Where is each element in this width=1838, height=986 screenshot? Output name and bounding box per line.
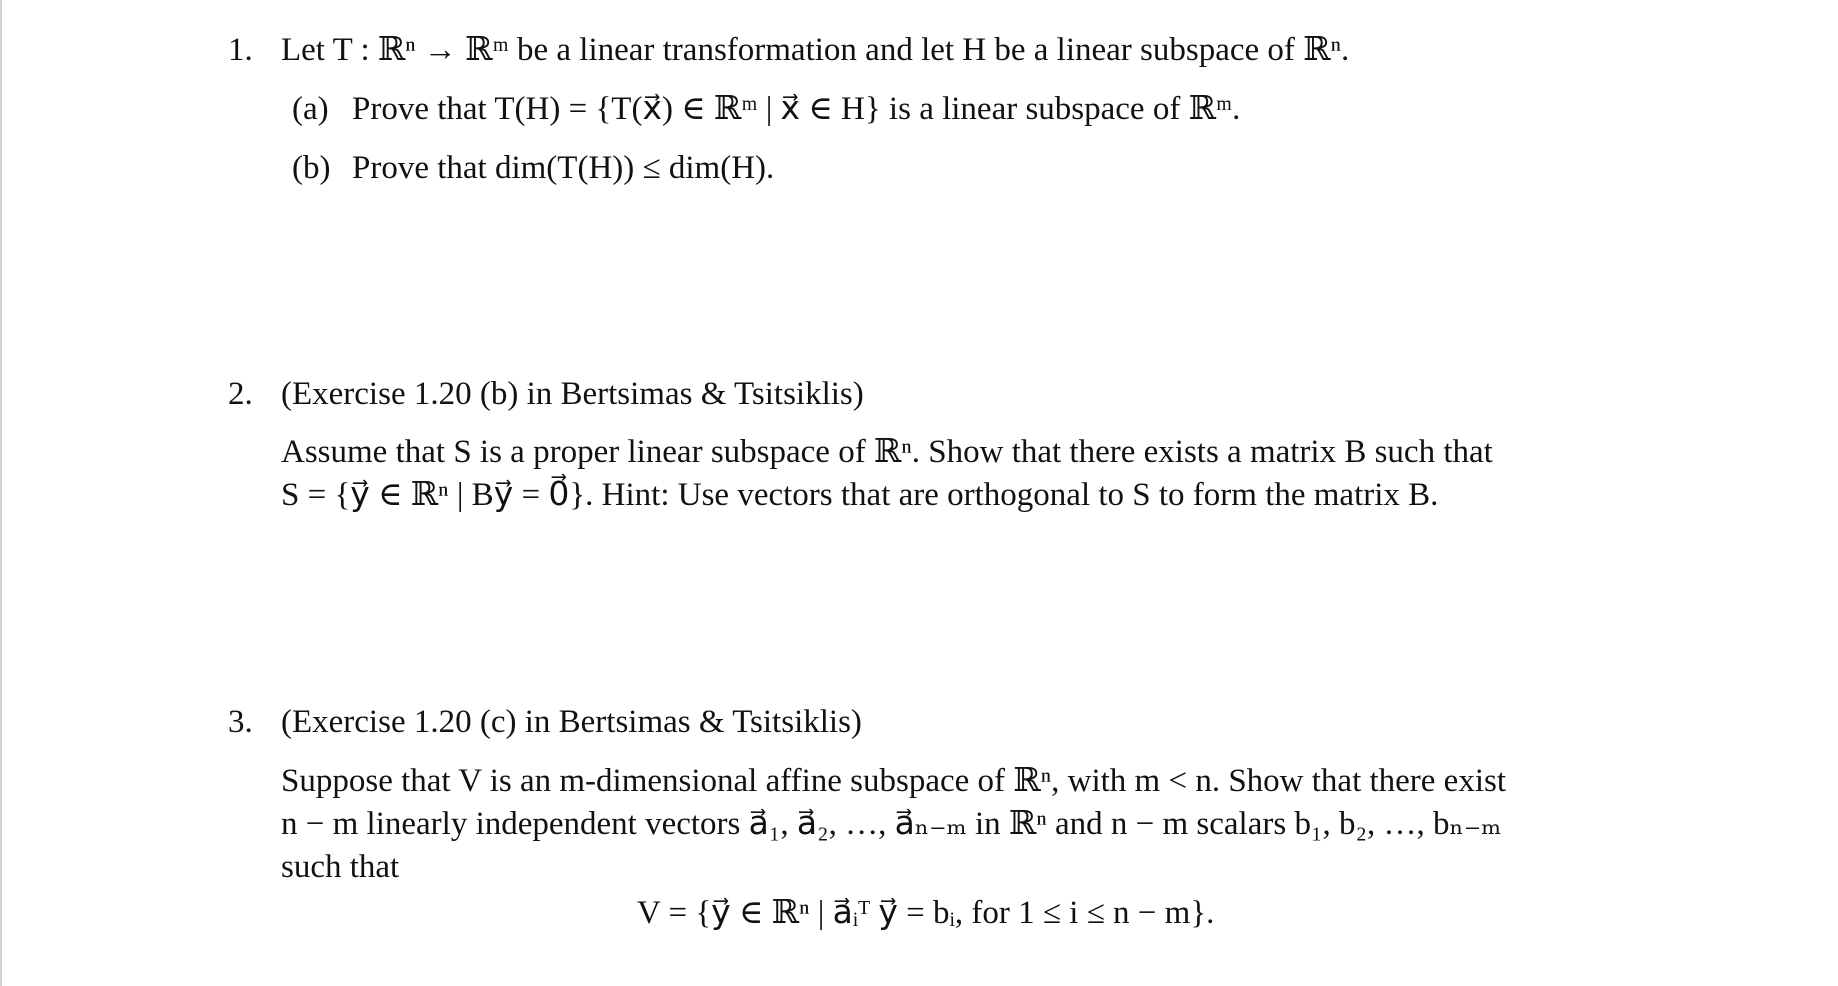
problem-3-body-line-2: n − m linearly independent vectors a⃗₁, a⃗₂, …, a⃗ₙ₋ₘ in ℝⁿ and n − m scalars b₁, b₂, …, bₙ₋ₘ [281, 806, 1502, 842]
problem-3-body-line-1: Suppose that V is an m-dimensional affine subspace of ℝⁿ, with m < n. Show that there exist [281, 763, 1507, 799]
problem-2-body-line-1: Assume that S is a proper linear subspace of ℝⁿ. Show that there exists a matrix B such that [281, 434, 1493, 470]
problem-2-number: 2. [228, 376, 253, 412]
problem-3-body-line-3: such that [281, 849, 400, 885]
page-left-border [0, 0, 2, 986]
problem-3-number: 3. [228, 704, 253, 740]
problem-1b-label: (b) [292, 150, 331, 186]
problem-3-display-equation: V = {y⃗ ∈ ℝⁿ | a⃗ᵢᵀ y⃗ = bᵢ, for 1 ≤ i ≤ n − m}. [637, 895, 1215, 931]
problem-2-body-line-2: S = {y⃗ ∈ ℝⁿ | By⃗ = 0⃗}. Hint: Use vectors that are orthogonal to S to form the matrix B. [281, 477, 1439, 513]
problem-3-source: (Exercise 1.20 (c) in Bertsimas & Tsitsiklis) [281, 704, 862, 740]
problem-1a-text: Prove that T(H) = {T(x⃗) ∈ ℝᵐ | x⃗ ∈ H} is a linear subspace of ℝᵐ. [352, 91, 1241, 127]
problem-1a-label: (a) [292, 91, 329, 127]
problem-1-intro: Let T : ℝⁿ → ℝᵐ be a linear transformation and let H be a linear subspace of ℝⁿ. [281, 32, 1350, 68]
problem-1b-text: Prove that dim(T(H)) ≤ dim(H). [352, 150, 775, 186]
problem-2-source: (Exercise 1.20 (b) in Bertsimas & Tsitsiklis) [281, 376, 864, 412]
problem-1-number: 1. [228, 32, 253, 68]
